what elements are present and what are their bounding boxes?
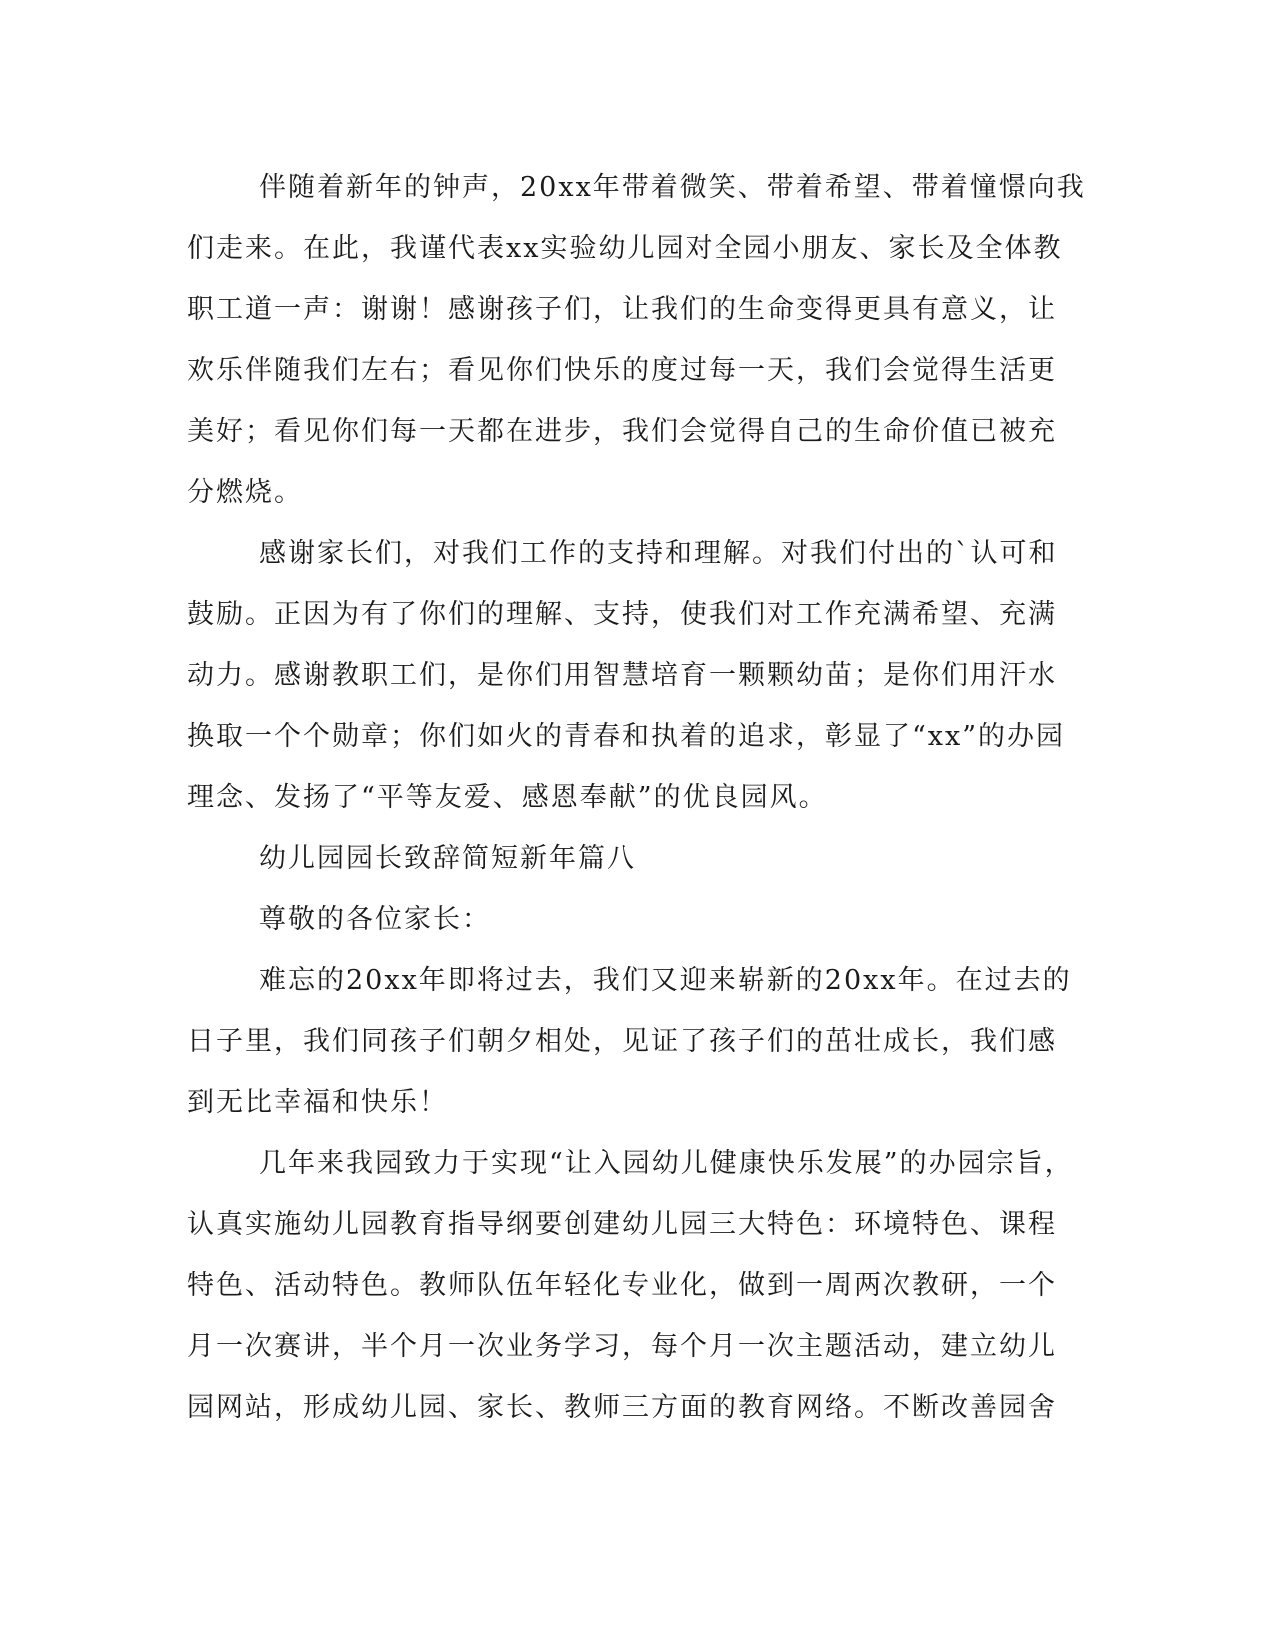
paragraph-3-line-1: 难忘的20xx年即将过去，我们又迎来崭新的20xx年。在过去的 <box>259 965 1072 996</box>
salutation: 尊敬的各位家长： <box>259 904 491 935</box>
paragraph-1-line-5: 美好；看见你们每一天都在进步，我们会觉得自己的生命价值已被充 <box>187 416 1057 447</box>
paragraph-2-line-4: 换取一个个勋章；你们如火的青春和执着的追求，彰显了“xx”的办园 <box>187 721 1066 752</box>
paragraph-1-line-1: 伴随着新年的钟声，20xx年带着微笑、带着希望、带着憧憬向我 <box>259 172 1086 203</box>
paragraph-1-line-3: 职工道一声：谢谢！感谢孩子们，让我们的生命变得更具有意义，让 <box>187 294 1057 325</box>
paragraph-4-line-3: 特色、活动特色。教师队伍年轻化专业化，做到一周两次教研，一个 <box>187 1270 1057 1301</box>
paragraph-4-line-2: 认真实施幼儿园教育指导纲要创建幼儿园三大特色：环境特色、课程 <box>187 1209 1057 1240</box>
paragraph-4-line-4: 月一次赛讲，半个月一次业务学习，每个月一次主题活动，建立幼儿 <box>187 1331 1057 1362</box>
section-heading: 幼儿园园长致辞简短新年篇八 <box>259 843 636 874</box>
paragraph-3-line-3: 到无比幸福和快乐！ <box>187 1087 448 1118</box>
paragraph-2-line-1: 感谢家长们，对我们工作的支持和理解。对我们付出的`认可和 <box>259 538 1058 569</box>
paragraph-2-line-5: 理念、发扬了“平等友爱、感恩奉献”的优良园风。 <box>187 782 828 813</box>
document-body <box>187 157 1086 1438</box>
paragraph-2-line-3: 动力。感谢教职工们，是你们用智慧培育一颗颗幼苗；是你们用汗水 <box>187 660 1057 691</box>
paragraph-2-line-2: 鼓励。正因为有了你们的理解、支持，使我们对工作充满希望、充满 <box>187 599 1057 630</box>
paragraph-4-line-1: 几年来我园致力于实现“让入园幼儿健康快乐发展”的办园宗旨， <box>259 1148 1074 1179</box>
paragraph-1-line-6: 分燃烧。 <box>187 477 303 508</box>
paragraph-4-line-5: 园网站，形成幼儿园、家长、教师三方面的教育网络。不断改善园舍 <box>187 1392 1057 1423</box>
paragraph-1-line-4: 欢乐伴随我们左右；看见你们快乐的度过每一天，我们会觉得生活更 <box>187 355 1057 386</box>
paragraph-1-line-2: 们走来。在此，我谨代表xx实验幼儿园对全园小朋友、家长及全体教 <box>187 233 1063 264</box>
paragraph-3-line-2: 日子里，我们同孩子们朝夕相处，见证了孩子们的茁壮成长，我们感 <box>187 1026 1057 1057</box>
